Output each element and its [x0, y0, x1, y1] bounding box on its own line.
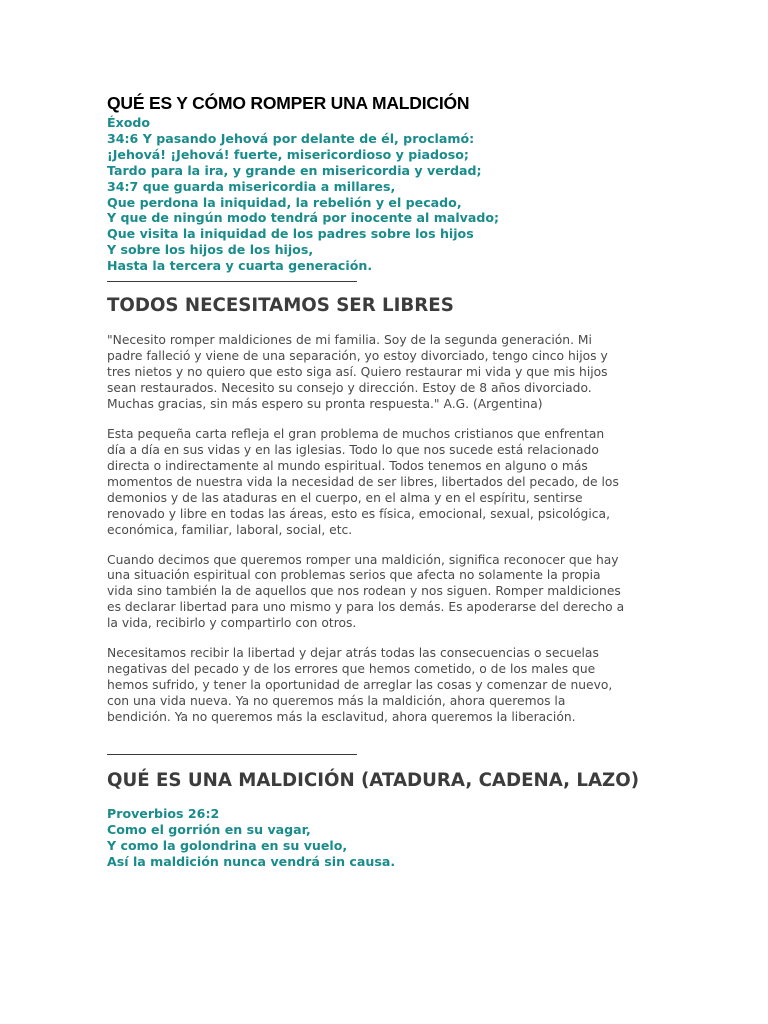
verse-line: Y que de ningún modo tendrá por inocente al malvado;	[107, 210, 500, 226]
text-line: Cuando decimos que queremos romper una maldición, significa reconocer que hay	[107, 552, 619, 567]
paragraph-romper	[107, 553, 667, 633]
verse-line: Que visita la iniquidad de los padres sobre los hijos	[107, 226, 474, 242]
verse-line: Que perdona la iniquidad, la rebelión y el pecado,	[107, 194, 462, 210]
verse-line: Éxodo	[107, 115, 151, 130]
page-title: QUÉ ES Y CÓMO ROMPER UNA MALDICIÓN	[107, 93, 470, 113]
verse-line: 34:6 Y pasando Jehová por delante de él, proclamó:	[107, 130, 475, 146]
verse-line: Así la maldición nunca vendrá sin causa.	[107, 853, 396, 869]
scripture-proverbios	[107, 806, 667, 870]
section-divider	[107, 281, 357, 282]
paragraph-reflection	[107, 427, 667, 539]
section-divider	[107, 754, 357, 755]
verse-line: Tardo para la ira, y grande en misericordia y verdad;	[107, 162, 482, 178]
text-line: económica, familiar, laboral, social, etc.	[107, 522, 353, 537]
verse-line: 34:7 que guarda misericordia a millares,	[107, 178, 396, 194]
text-line: la vida, recibirlo y compartirlo con otros.	[107, 616, 357, 631]
paragraph-letter	[107, 333, 667, 413]
text-line: hemos sufrido, y tener la oportunidad de arreglar las cosas y comenzar de nuevo,	[107, 678, 613, 693]
verse-line: Y como la golondrina en su vuelo,	[107, 837, 348, 853]
text-line: momentos de nuestra vida la necesidad de ser libres, libertados del pecado, de los	[107, 474, 619, 489]
text-line: padre falleció y viene de una separación, yo estoy divorciado, tengo cinco hijos y	[107, 349, 608, 364]
verse-line: Como el gorrión en su vagar,	[107, 821, 311, 837]
text-line: tres nietos y no quiero que esto siga así. Quiero restaurar mi vida y que mis hijos	[107, 364, 608, 379]
text-line: con una vida nueva. Ya no queremos más la maldición, ahora queremos la	[107, 694, 566, 709]
verse-line: Proverbios 26:2	[107, 806, 220, 822]
text-line: vida sino también la de aquellos que nos rodean y nos siguen. Romper maldiciones	[107, 584, 621, 599]
text-line: es declarar libertad para uno mismo y para los demás. Es apoderarse del derecho a	[107, 600, 625, 615]
verse-line: Hasta la tercera y cuarta generación.	[107, 258, 373, 274]
verse-line: ¡Jehová! ¡Jehová! fuerte, misericordioso y piadoso;	[107, 146, 469, 162]
text-line: demonios y de las ataduras en el cuerpo, en el alma y en el espíritu, sentirse	[107, 490, 583, 505]
text-line: Muchas gracias, sin más espero su pronta respuesta." A.G. (Argentina)	[107, 396, 543, 411]
text-line: negativas del pecado y de los errores que hemos cometido, o de los males que	[107, 662, 596, 677]
text-line: sean restaurados. Necesito su consejo y dirección. Estoy de 8 años divorciado.	[107, 380, 592, 395]
text-line: bendición. Ya no queremos más la esclavitud, ahora queremos la liberación.	[107, 710, 576, 725]
text-line: Necesitamos recibir la libertad y dejar atrás todas las consecuencias o secuelas	[107, 646, 599, 661]
text-line: "Necesito romper maldiciones de mi familia. Soy de la segunda generación. Mi	[107, 333, 592, 348]
verse-line: Y sobre los hijos de los hijos,	[107, 242, 314, 258]
text-line: directa o indirectamente al mundo espiritual. Todos tenemos en alguno o más	[107, 458, 588, 473]
text-line: Esta pequeña carta refleja el gran problema de muchos cristianos que enfrentan	[107, 426, 605, 441]
section-heading-libres: TODOS NECESITAMOS SER LIBRES	[107, 295, 454, 317]
document-page	[107, 92, 667, 870]
text-line: una situación espiritual con problemas serios que afecta no solamente la propia	[107, 568, 601, 583]
text-line: renovado y libre en todas las áreas, esto es física, emocional, sexual, psicológica,	[107, 506, 610, 521]
scripture-exodo	[107, 115, 667, 274]
section-heading-maldicion: QUÉ ES UNA MALDICIÓN (ATADURA, CADENA, LAZO)	[107, 770, 640, 792]
paragraph-libertad	[107, 646, 667, 726]
text-line: día a día en sus vidas y en las iglesias. Todo lo que nos sucede está relacionado	[107, 442, 599, 457]
